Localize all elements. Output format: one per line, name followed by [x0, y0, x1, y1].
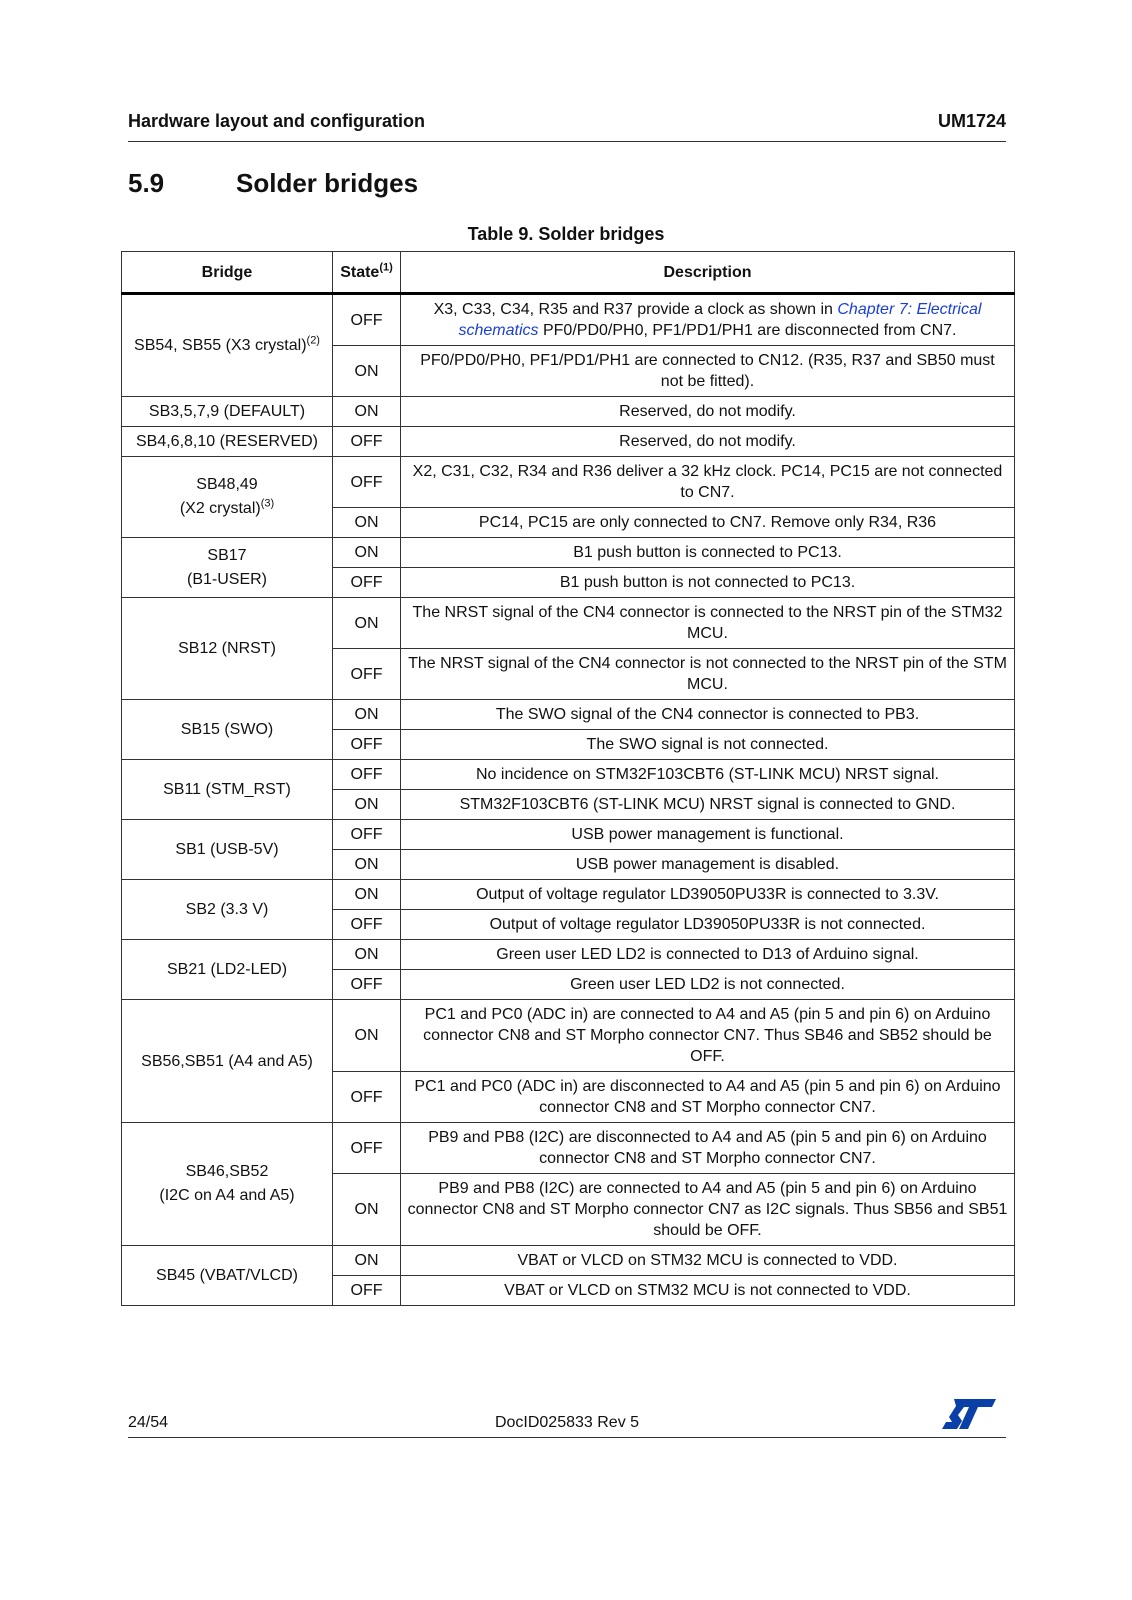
description-cell: [401, 538, 1015, 568]
bridge-cell: [122, 294, 333, 397]
state-cell: OFF: [333, 820, 401, 850]
bridge-cell: [122, 820, 333, 880]
state-cell: OFF: [333, 970, 401, 1000]
description-text: PB9 and PB8 (I2C) are connected to A4 and A5 (pin 5 and pin 6) on Arduino connector CN8 and ST Morpho connector CN7 as I2C signals. Thus SB56 and SB51 should be OFF.: [407, 1180, 1008, 1239]
description-text: VBAT or VLCD on STM32 MCU is connected to VDD.: [517, 1252, 898, 1269]
state-cell: OFF: [333, 568, 401, 598]
page-number: 24/54: [128, 1414, 169, 1431]
state-cell: OFF: [333, 1072, 401, 1123]
state-cell: ON: [333, 1174, 401, 1246]
bridge-name: SB12 (NRST): [178, 640, 276, 657]
table-row: [122, 1246, 1015, 1276]
description-text: VBAT or VLCD on STM32 MCU is not connected to VDD.: [504, 1282, 911, 1299]
state-cell: ON: [333, 850, 401, 880]
bridge-cell: [122, 397, 333, 427]
table-row: [122, 940, 1015, 970]
col-header-description: Description: [401, 252, 1015, 294]
footnote-ref: (3): [260, 497, 275, 510]
description-text: PC14, PC15 are only connected to CN7. Remove only R34, R36: [478, 514, 937, 531]
description-text: USB power management is disabled.: [575, 856, 840, 873]
description-text: X3, C33, C34, R35 and R37 provide a clock as shown in: [433, 301, 838, 318]
description-cell: [401, 730, 1015, 760]
state-cell: OFF: [333, 427, 401, 457]
doc-id: DocID025833 Rev 5: [494, 1414, 640, 1431]
description-text: PC1 and PC0 (ADC in) are disconnected to A4 and A5 (pin 5 and pin 6) on Arduino connector CN8 and ST Morpho connector CN7.: [414, 1078, 1001, 1116]
description-text: Output of voltage regulator LD39050PU33R is not connected.: [489, 916, 926, 933]
description-cell: [401, 1276, 1015, 1306]
table-row: [122, 700, 1015, 730]
state-cell: OFF: [333, 649, 401, 700]
description-cell: [401, 1174, 1015, 1246]
description-text: No incidence on STM32F103CBT6 (ST-LINK MCU) NRST signal.: [476, 766, 939, 783]
state-cell: ON: [333, 397, 401, 427]
footnote-ref: (1): [379, 261, 393, 274]
bridge-subname: (I2C on A4 and A5): [159, 1187, 295, 1204]
description-cell: [401, 457, 1015, 508]
bridge-name: SB54, SB55 (X3 crystal): [134, 337, 307, 354]
state-cell: ON: [333, 700, 401, 730]
bridge-subname: (X2 crystal): [179, 500, 261, 517]
description-text: Green user LED LD2 is not connected.: [570, 976, 845, 993]
bridge-cell: [122, 598, 333, 700]
bridge-cell: [122, 700, 333, 760]
description-text: The NRST signal of the CN4 connector is connected to the NRST pin of the STM32 MCU.: [412, 604, 1003, 642]
table-body: [122, 294, 1015, 1306]
table-row: [122, 880, 1015, 910]
bridge-name: SB21 (LD2-LED): [166, 961, 288, 978]
doc-number: UM1724: [937, 111, 1006, 131]
bridge-name: SB17: [207, 546, 247, 564]
state-cell: ON: [333, 346, 401, 397]
bridge-name: SB2 (3.3 V): [185, 901, 269, 918]
description-text: B1 push button is connected to PC13.: [573, 544, 842, 561]
bridge-name: SB1 (USB-5V): [175, 841, 279, 858]
table-caption-text: Table 9. Solder bridges: [467, 224, 665, 244]
table-row: [122, 397, 1015, 427]
bridge-cell: [122, 940, 333, 1000]
state-cell: ON: [333, 940, 401, 970]
bridge-name: SB56,SB51 (A4 and A5): [141, 1052, 313, 1070]
description-cell: [401, 910, 1015, 940]
table-row: [122, 598, 1015, 649]
description-text: STM32F103CBT6 (ST-LINK MCU) NRST signal is connected to GND.: [459, 796, 956, 813]
description-text: PC1 and PC0 (ADC in) are connected to A4 and A5 (pin 5 and pin 6) on Arduino connector CN8 and ST Morpho connector CN7. Thus SB46 and SB52 should be OFF.: [423, 1006, 992, 1065]
state-cell: OFF: [333, 910, 401, 940]
table-row: [122, 1000, 1015, 1072]
description-cell: [401, 598, 1015, 649]
table-header-row: [122, 252, 1015, 294]
bridge-subname: (B1-USER): [186, 570, 267, 588]
description-text: Green user LED LD2 is connected to D13 of Arduino signal.: [496, 946, 919, 963]
bridge-name: SB45 (VBAT/VLCD): [156, 1267, 298, 1284]
description-cell: [401, 649, 1015, 700]
bridge-cell: [122, 538, 333, 598]
description-text: Reserved, do not modify.: [619, 433, 796, 450]
state-cell: ON: [333, 598, 401, 649]
description-text: PF0/PD0/PH0, PF1/PD1/PH1 are connected to CN12. (R35, R37 and SB50 must not be fitted).: [420, 352, 995, 390]
state-cell: ON: [333, 1246, 401, 1276]
bridge-cell: [122, 457, 333, 538]
footnote-ref: (2): [306, 334, 320, 347]
state-cell: OFF: [333, 730, 401, 760]
description-cell: [401, 508, 1015, 538]
description-text: Output of voltage regulator LD39050PU33R is connected to 3.3V.: [476, 886, 939, 903]
bridge-name: SB4,6,8,10 (RESERVED): [135, 433, 318, 450]
bridge-name: SB15 (SWO): [180, 721, 274, 738]
st-logo-icon: [940, 1397, 998, 1436]
description-cell: [401, 790, 1015, 820]
state-cell: OFF: [333, 1276, 401, 1306]
state-cell: ON: [333, 880, 401, 910]
bridge-cell: [122, 880, 333, 940]
description-text: Reserved, do not modify.: [619, 403, 796, 420]
solder-bridges-table: [121, 251, 1015, 1306]
chapter-link[interactable]: Chapter 7: Electrical schematics: [458, 301, 982, 339]
description-text: The SWO signal is not connected.: [586, 736, 829, 753]
table-row: [122, 760, 1015, 790]
description-cell: [401, 1072, 1015, 1123]
header-title: Hardware layout and configuration: [128, 111, 426, 131]
description-cell: [401, 427, 1015, 457]
bridge-cell: [122, 1123, 333, 1246]
description-text: PB9 and PB8 (I2C) are disconnected to A4 and A5 (pin 5 and pin 6) on Arduino connector CN8 and ST Morpho connector CN7.: [428, 1129, 987, 1167]
state-cell: ON: [333, 508, 401, 538]
state-cell: OFF: [333, 457, 401, 508]
bridge-cell: [122, 1246, 333, 1306]
page-header: [128, 108, 1006, 142]
section-heading: [128, 168, 418, 199]
description-cell: [401, 940, 1015, 970]
description-cell: [401, 294, 1015, 346]
bridge-cell: [122, 427, 333, 457]
bridge-name: SB46,SB52: [185, 1163, 269, 1180]
table-row: [122, 820, 1015, 850]
state-cell: OFF: [333, 760, 401, 790]
bridge-name: SB48,49: [196, 476, 258, 493]
description-cell: [401, 1123, 1015, 1174]
description-text: The SWO signal of the CN4 connector is connected to PB3.: [495, 706, 920, 723]
description-text: The NRST signal of the CN4 connector is not connected to the NRST pin of the STM MCU.: [408, 655, 1007, 693]
description-cell: [401, 346, 1015, 397]
description-cell: [401, 568, 1015, 598]
description-cell: [401, 397, 1015, 427]
description-cell: [401, 700, 1015, 730]
table-row: [122, 1123, 1015, 1174]
table-row: [122, 427, 1015, 457]
table-row: [122, 294, 1015, 346]
bridge-name: SB3,5,7,9 (DEFAULT): [148, 403, 306, 420]
description-cell: [401, 850, 1015, 880]
col-header-state: [333, 252, 401, 294]
table-row: [122, 457, 1015, 508]
description-text: B1 push button is not connected to PC13.: [559, 574, 856, 591]
description-cell: [401, 820, 1015, 850]
description-cell: [401, 1246, 1015, 1276]
state-cell: OFF: [333, 294, 401, 346]
description-text: USB power management is functional.: [571, 826, 844, 843]
bridge-cell: [122, 1000, 333, 1123]
col-header-state-label: State: [340, 263, 380, 281]
state-cell: ON: [333, 538, 401, 568]
description-cell: [401, 1000, 1015, 1072]
description-text: PF0/PD0/PH0, PF1/PD1/PH1 are disconnected from CN7.: [538, 322, 957, 339]
description-cell: [401, 760, 1015, 790]
description-text: X2, C31, C32, R34 and R36 deliver a 32 kHz clock. PC14, PC15 are not connected to CN7.: [412, 463, 1003, 501]
table-row: [122, 538, 1015, 568]
description-cell: [401, 970, 1015, 1000]
table-caption: [0, 224, 1132, 245]
bridge-cell: [122, 760, 333, 820]
description-cell: [401, 880, 1015, 910]
state-cell: OFF: [333, 1123, 401, 1174]
section-number: 5.9: [128, 168, 165, 198]
col-header-bridge: Bridge: [122, 252, 333, 294]
state-cell: ON: [333, 790, 401, 820]
section-title: Solder bridges: [236, 168, 419, 198]
state-cell: ON: [333, 1000, 401, 1072]
page-footer: [128, 1397, 1006, 1438]
bridge-name: SB11 (STM_RST): [163, 781, 291, 798]
